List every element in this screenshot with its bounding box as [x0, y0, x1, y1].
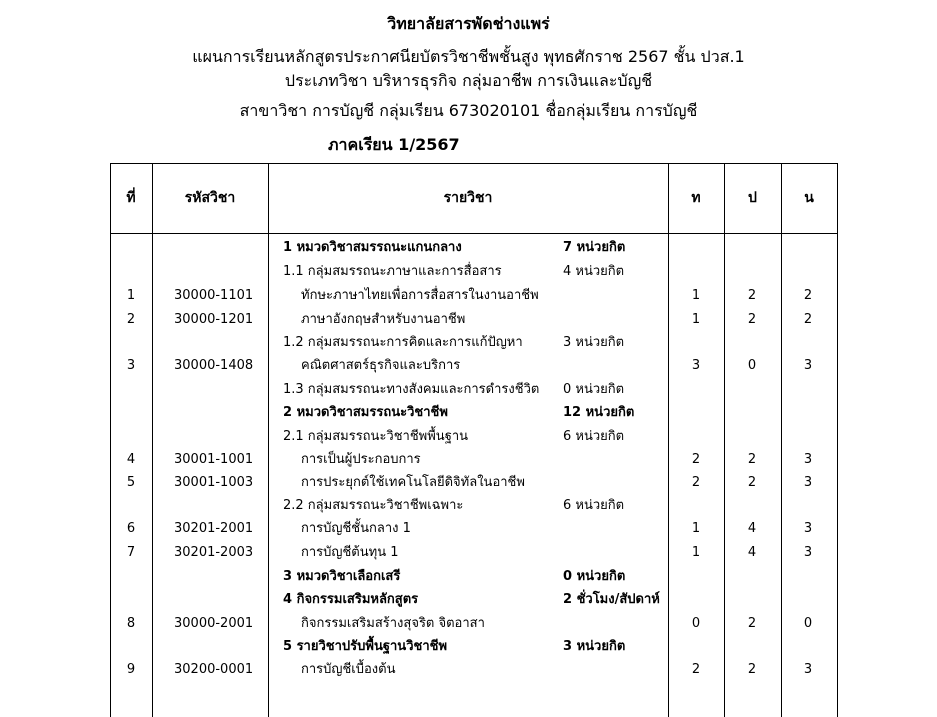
course-name: การประยุกต์ใช้เทคโนโลยีดิจิทัลในอาชีพ — [301, 475, 525, 490]
category-credit: 0 หน่วยกิต — [563, 569, 626, 584]
theory-hours: 2 — [691, 475, 701, 490]
col-header-name: รายวิชา — [443, 190, 493, 206]
group-credit: 6 หน่วยกิต — [563, 429, 625, 444]
course-name: การบัญชีเบื้องต้น — [301, 662, 396, 677]
practice-hours: 2 — [747, 312, 757, 327]
credit-units: 3 — [803, 358, 813, 373]
practice-hours: 2 — [747, 288, 757, 303]
table-border — [110, 233, 838, 234]
course-name: การเป็นผู้ประกอบการ — [301, 452, 421, 467]
col-header-practice: ป — [748, 190, 757, 206]
theory-hours: 3 — [691, 358, 701, 373]
table-border — [668, 163, 669, 717]
course-name: การบัญชีต้นทุน 1 — [301, 545, 399, 560]
row-number: 3 — [126, 358, 136, 373]
course-code: 30000-1408 — [174, 358, 254, 373]
category-credit: 12 หน่วยกิต — [563, 405, 635, 420]
course-name: กิจกรรมเสริมสร้างสุจริต จิตอาสา — [301, 616, 485, 631]
row-number: 1 — [126, 288, 136, 303]
row-number: 6 — [126, 521, 136, 536]
row-number: 7 — [126, 545, 136, 560]
credit-units: 0 — [803, 616, 813, 631]
theory-hours: 2 — [691, 452, 701, 467]
credit-units: 3 — [803, 475, 813, 490]
theory-hours: 1 — [691, 545, 701, 560]
col-header-theory: ท — [691, 190, 701, 206]
table-border — [110, 163, 838, 164]
practice-hours: 2 — [747, 616, 757, 631]
theory-hours: 2 — [691, 662, 701, 677]
course-code: 30000-1101 — [174, 288, 254, 303]
practice-hours: 2 — [747, 452, 757, 467]
category-name: 5 รายวิชาปรับพื้นฐานวิชาชีพ — [283, 639, 448, 654]
practice-hours: 2 — [747, 475, 757, 490]
credit-units: 3 — [803, 521, 813, 536]
course-code: 30001-1001 — [174, 452, 254, 467]
theory-hours: 1 — [691, 288, 701, 303]
table-border — [781, 163, 782, 717]
credit-units: 2 — [803, 288, 813, 303]
college-title: วิทยาลัยสารพัดช่างแพร่ — [387, 14, 550, 33]
col-header-no: ที่ — [126, 190, 136, 206]
course-code: 30000-2001 — [174, 616, 254, 631]
semester-label: ภาคเรียน 1/2567 — [328, 135, 460, 154]
course-code: 30200-0001 — [174, 662, 254, 677]
col-header-code: รหัสวิชา — [184, 190, 236, 206]
row-number: 5 — [126, 475, 136, 490]
theory-hours: 1 — [691, 521, 701, 536]
credit-units: 3 — [803, 545, 813, 560]
row-number: 9 — [126, 662, 136, 677]
group-name: 2.1 กลุ่มสมรรถนะวิชาชีพพื้นฐาน — [283, 429, 469, 444]
plan-title: แผนการเรียนหลักสูตรประกาศนียบัตรวิชาชีพชั้นสูง พุทธศักราช 2567 ชั้น ปวส.1 — [192, 47, 745, 66]
row-number: 4 — [126, 452, 136, 467]
practice-hours: 4 — [747, 545, 757, 560]
col-header-credit: น — [804, 190, 814, 206]
program-type: ประเภทวิชา บริหารธุรกิจ กลุ่มอาชีพ การเงินและบัญชี — [284, 71, 653, 90]
theory-hours: 0 — [691, 616, 701, 631]
course-code: 30201-2003 — [174, 545, 254, 560]
table-border — [837, 163, 838, 717]
row-number: 2 — [126, 312, 136, 327]
table-border — [724, 163, 725, 717]
practice-hours: 2 — [747, 662, 757, 677]
group-name: 1.1 กลุ่มสมรรถนะภาษาและการสื่อสาร — [283, 264, 502, 279]
credit-units: 3 — [803, 662, 813, 677]
course-code: 30000-1201 — [174, 312, 254, 327]
category-name: 4 กิจกรรมเสริมหลักสูตร — [283, 592, 419, 607]
row-number: 8 — [126, 616, 136, 631]
branch-info: สาขาวิชา การบัญชี กลุ่มเรียน 673020101 ชื่อกลุ่มเรียน การบัญชี — [239, 101, 698, 120]
group-credit: 6 หน่วยกิต — [563, 498, 625, 513]
course-name: คณิตศาสตร์ธุรกิจและบริการ — [301, 358, 461, 373]
credit-units: 3 — [803, 452, 813, 467]
table-border — [152, 163, 153, 717]
category-name: 3 หมวดวิชาเลือกเสรี — [283, 569, 401, 584]
course-name: ภาษาอังกฤษสำหรับงานอาชีพ — [301, 312, 466, 327]
table-border — [110, 163, 111, 717]
category-credit: 7 หน่วยกิต — [563, 240, 626, 255]
practice-hours: 0 — [747, 358, 757, 373]
group-credit: 4 หน่วยกิต — [563, 264, 625, 279]
category-credit: 3 หน่วยกิต — [563, 639, 626, 654]
category-name: 1 หมวดวิชาสมรรถนะแกนกลาง — [283, 240, 462, 255]
group-name: 2.2 กลุ่มสมรรถนะวิชาชีพเฉพาะ — [283, 498, 464, 513]
course-name: ทักษะภาษาไทยเพื่อการสื่อสารในงานอาชีพ — [301, 288, 539, 303]
practice-hours: 4 — [747, 521, 757, 536]
credit-units: 2 — [803, 312, 813, 327]
course-code: 30001-1003 — [174, 475, 254, 490]
category-credit: 2 ชั่วโมง/สัปดาห์ — [563, 592, 660, 607]
course-code: 30201-2001 — [174, 521, 254, 536]
group-name: 1.2 กลุ่มสมรรถนะการคิดและการแก้ปัญหา — [283, 335, 523, 350]
group-credit: 3 หน่วยกิต — [563, 335, 625, 350]
table-border — [268, 163, 269, 717]
course-name: การบัญชีชั้นกลาง 1 — [301, 521, 411, 536]
group-name: 1.3 กลุ่มสมรรถนะทางสังคมและการดำรงชีวิต — [283, 382, 540, 397]
category-name: 2 หมวดวิชาสมรรถนะวิชาชีพ — [283, 405, 448, 420]
theory-hours: 1 — [691, 312, 701, 327]
group-credit: 0 หน่วยกิต — [563, 382, 625, 397]
